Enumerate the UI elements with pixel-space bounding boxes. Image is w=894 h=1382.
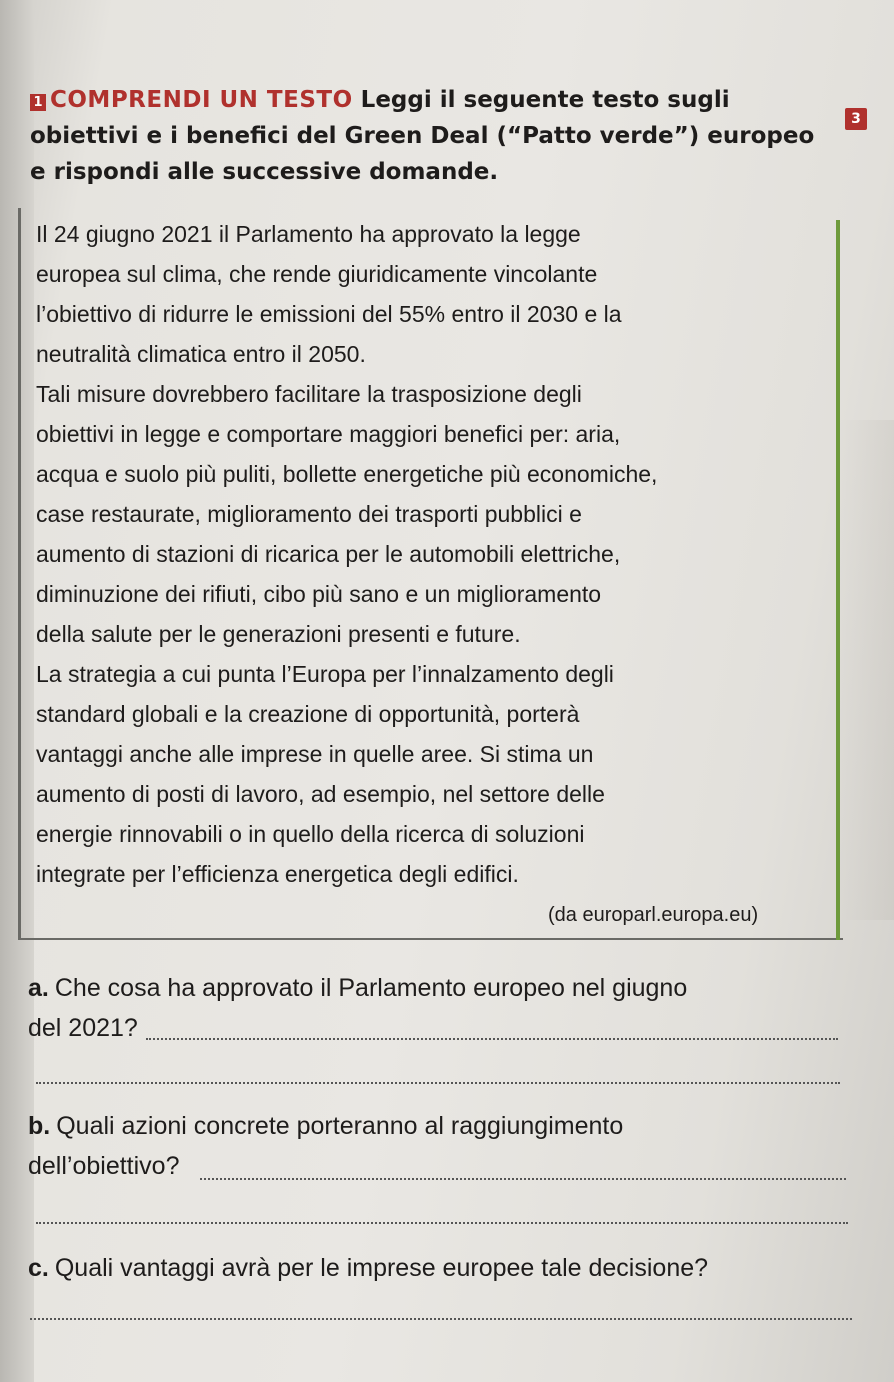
passage-line: vantaggi anche alle imprese in quelle aree. Si stima un	[36, 741, 594, 767]
passage-line: energie rinnovabili o in quello della ricerca di soluzioni	[36, 821, 585, 847]
passage-source: (da europarl.europa.eu)	[548, 904, 759, 926]
question-b	[28, 1106, 848, 1186]
question-a-label: a.	[28, 974, 49, 1002]
passage-line: obiettivi in legge e comportare maggiori benefici per: aria,	[36, 421, 621, 447]
passage-line: case restaurate, miglioramento dei trasporti pubblici e	[36, 501, 582, 527]
passage-line: acqua e suolo più puliti, bollette energetiche più economiche,	[36, 461, 658, 487]
answer-line-a-2[interactable]	[36, 1082, 840, 1084]
exercise-instruction-2: obiettivi e i benefici del Green Deal (“Patto verde”) europeo	[30, 123, 815, 149]
passage-line: diminuzione dei rifiuti, cibo più sano e un miglioramento	[36, 581, 602, 607]
passage-line: Tali misure dovrebbero facilitare la trasposizione degli	[36, 381, 582, 407]
passage-accent-bar	[836, 220, 840, 940]
passage-line: integrate per l’efficienza energetica degli edifici.	[36, 861, 519, 887]
exercise-number-icon: 1	[30, 94, 46, 111]
answer-line-c-1[interactable]	[30, 1318, 852, 1320]
exercise-header	[30, 82, 850, 190]
passage-line: della salute per le generazioni presenti e future.	[36, 621, 521, 647]
passage-line: standard globali e la creazione di opportunità, porterà	[36, 701, 580, 727]
answer-line-b-2[interactable]	[36, 1222, 848, 1224]
passage-line: europea sul clima, che rende giuridicamente vincolante	[36, 261, 598, 287]
header-line-1	[30, 82, 850, 118]
question-a-text-1: Che cosa ha approvato il Parlamento europeo nel giugno	[54, 974, 688, 1002]
exercise-title: COMPRENDI UN TESTO	[50, 87, 353, 113]
passage-line: aumento di posti di lavoro, ad esempio, nel settore delle	[36, 781, 605, 807]
question-b-label: b.	[28, 1112, 51, 1140]
answer-line-a-1[interactable]	[146, 1038, 838, 1040]
difficulty-badge: 3	[845, 108, 867, 130]
exercise-instruction-1: Leggi il seguente testo sugli	[360, 87, 730, 113]
exercise-instruction-3: e rispondi alle successive domande.	[30, 159, 499, 185]
passage-line: Il 24 giugno 2021 il Parlamento ha approvato la legge	[36, 221, 581, 247]
reading-passage	[36, 214, 806, 894]
answer-line-b-1[interactable]	[200, 1178, 846, 1180]
question-a-text-2: del 2021?	[28, 1014, 138, 1042]
passage-line: neutralità climatica entro il 2050.	[36, 341, 366, 367]
question-b-text-2: dell’obiettivo?	[28, 1152, 180, 1180]
question-c-text-1: Quali vantaggi avrà per le imprese europee tale decisione?	[54, 1254, 709, 1282]
question-b-text-1: Quali azioni concrete porteranno al raggiungimento	[56, 1112, 624, 1140]
passage-line: La strategia a cui punta l’Europa per l’innalzamento degli	[36, 661, 614, 687]
question-c-label: c.	[28, 1254, 49, 1282]
passage-line: aumento di stazioni di ricarica per le automobili elettriche,	[36, 541, 621, 567]
question-a	[28, 968, 848, 1048]
passage-line: l’obiettivo di ridurre le emissioni del 55% entro il 2030 e la	[36, 301, 622, 327]
bleed-through-shadow	[834, 420, 894, 920]
question-c	[28, 1248, 848, 1288]
